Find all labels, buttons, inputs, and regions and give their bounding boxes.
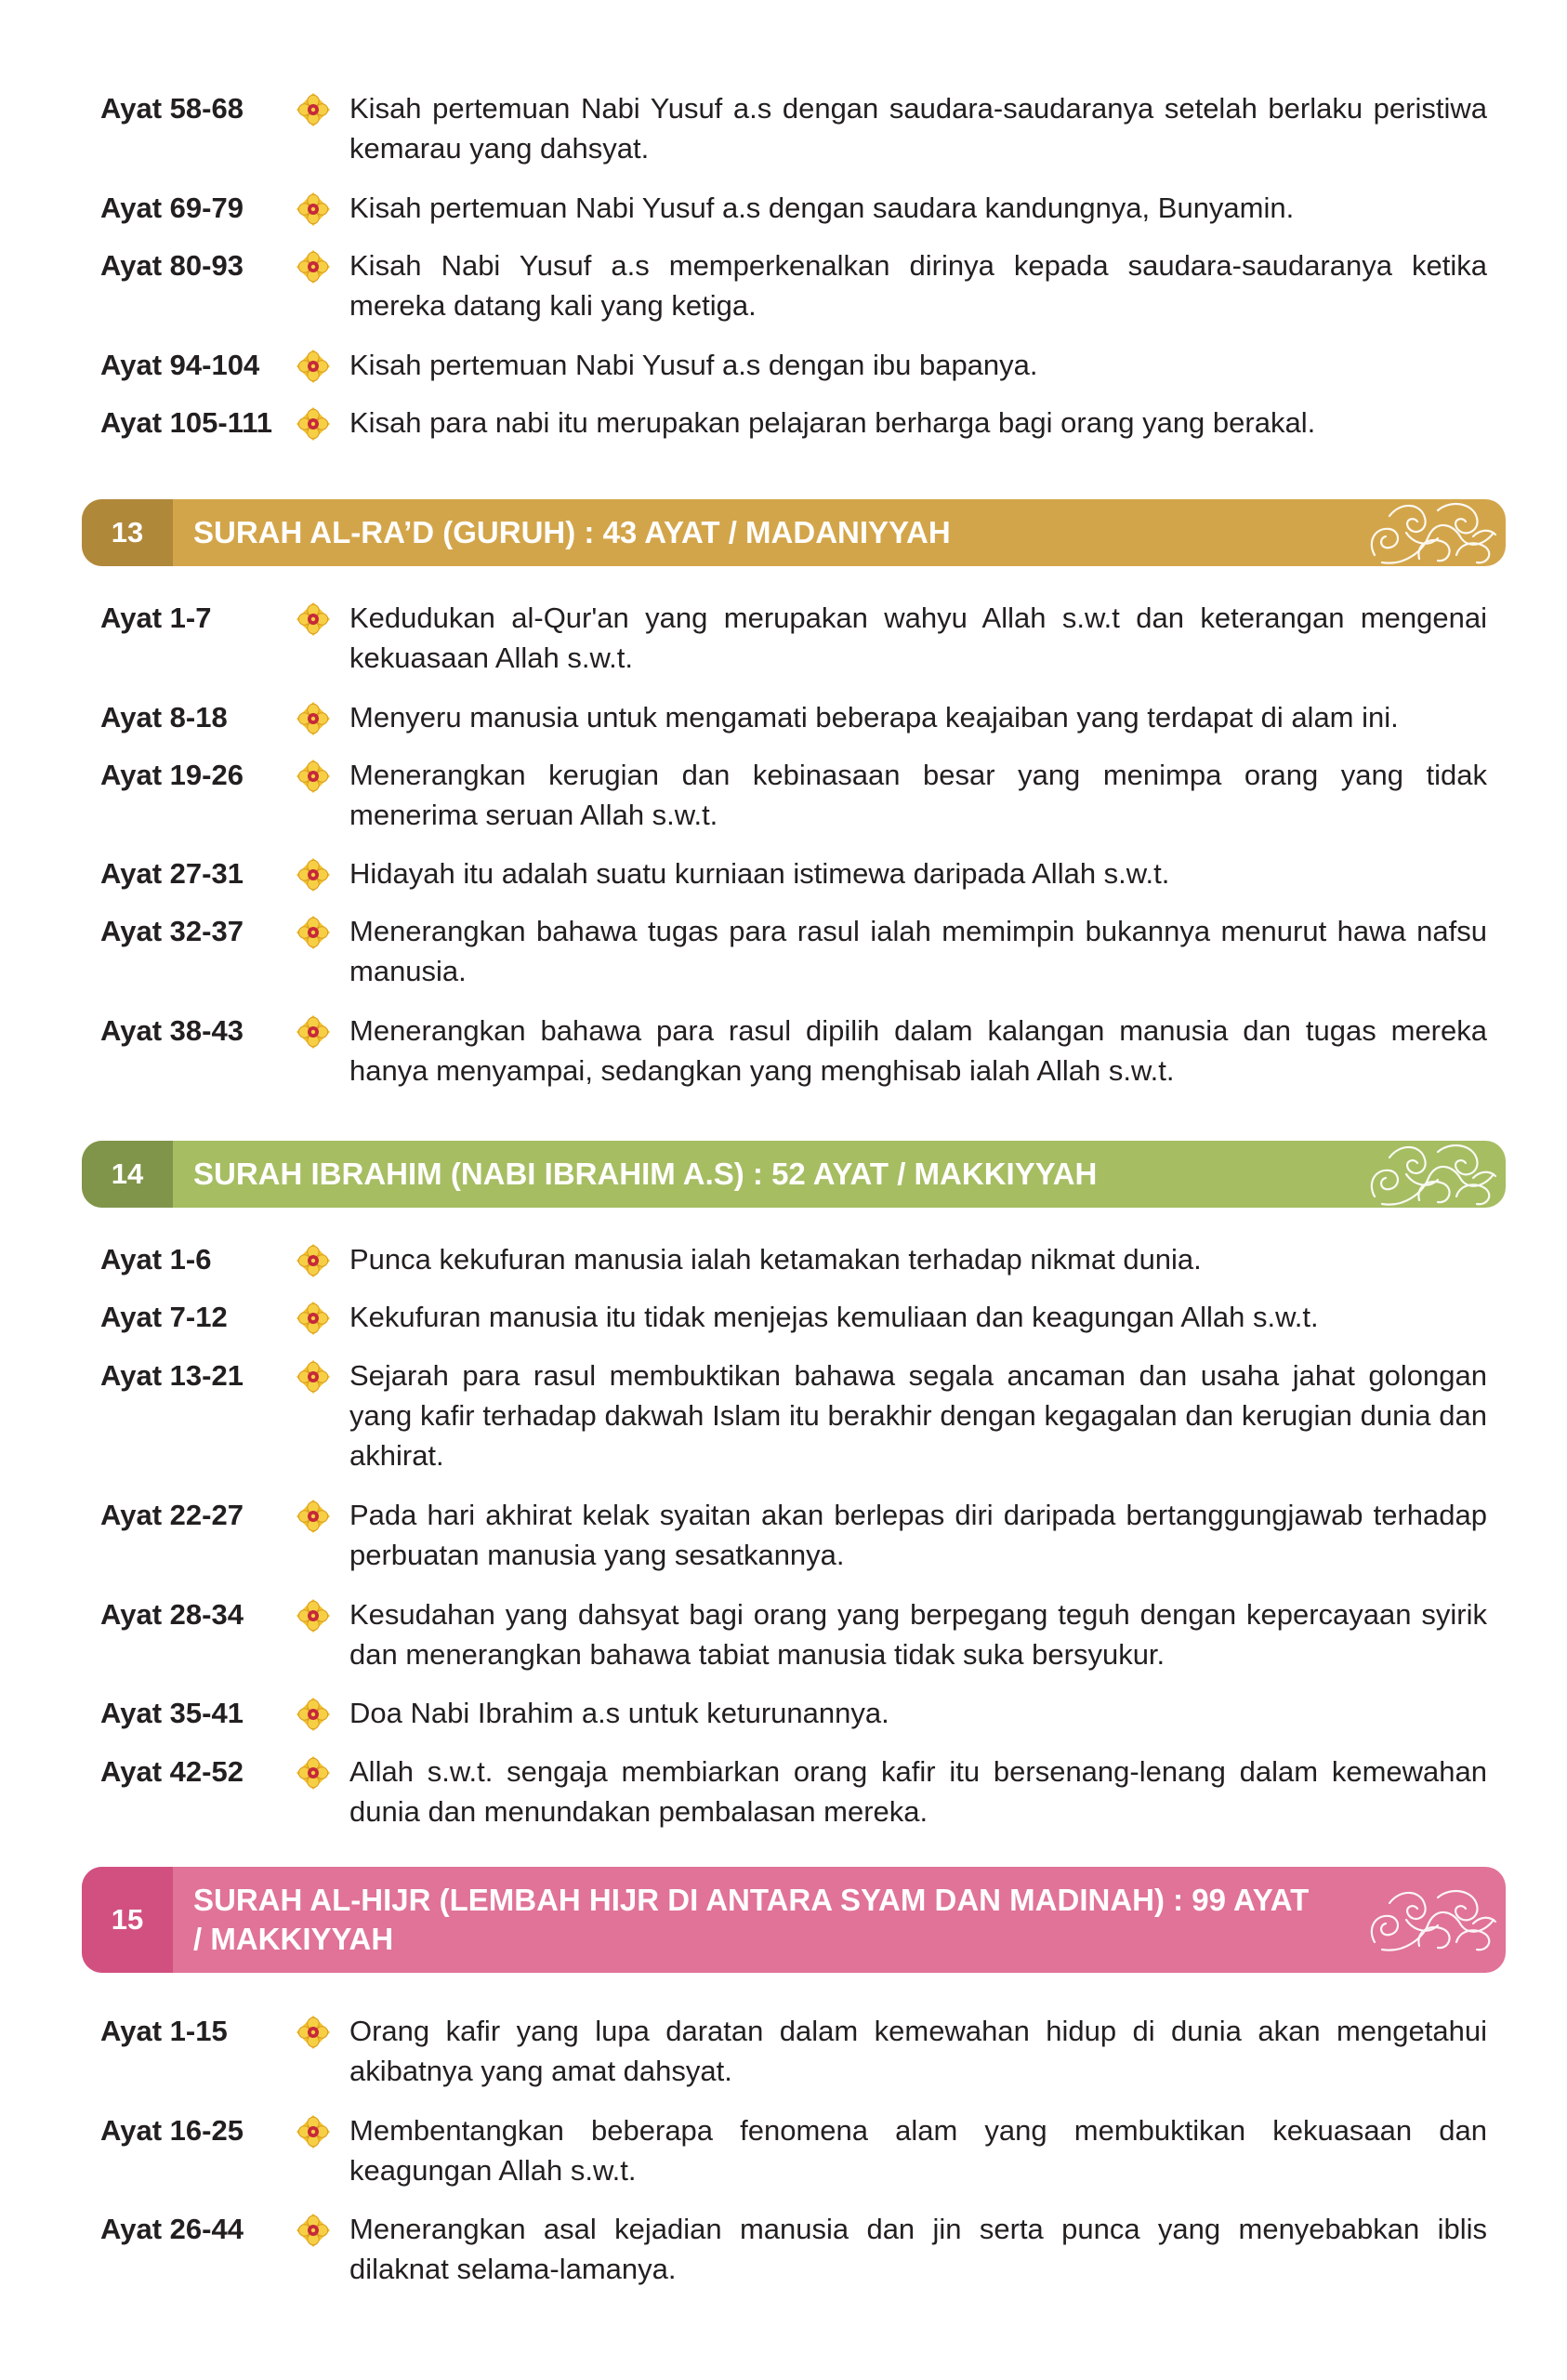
flower-bullet-icon [296, 1500, 330, 1533]
surah-number: 14 [82, 1141, 173, 1208]
flower-bullet-icon [296, 858, 330, 892]
ayat-range: Ayat 27-31 [100, 857, 244, 890]
flower-bullet-icon [296, 1599, 330, 1633]
ayat-description: Pada hari akhirat kelak syaitan akan berlepas diri daripada bertanggungjawab terhadap perbuatan manusia yang sesatkannya. [349, 1499, 1487, 1571]
surah-number: 15 [82, 1867, 173, 1973]
flower-bullet-icon [296, 250, 330, 284]
ayat-range: Ayat 38-43 [100, 1014, 244, 1047]
surah-header-13 [82, 499, 1506, 566]
flower-bullet-icon [296, 192, 330, 226]
arabesque-ornament-icon [1363, 1141, 1498, 1208]
flower-bullet-icon [296, 407, 330, 441]
flower-bullet-icon [296, 1360, 330, 1394]
ayat-description: Punca kekufuran manusia ialah ketamakan terhadap nikmat dunia. [349, 1243, 1202, 1276]
flower-bullet-icon [296, 702, 330, 735]
flower-bullet-icon [296, 1302, 330, 1335]
ayat-range: Ayat 22-27 [100, 1499, 244, 1531]
ayat-range: Ayat 35-41 [100, 1697, 244, 1729]
ayat-description: Kisah pertemuan Nabi Yusuf a.s dengan saudara-saudaranya setelah berlaku peristiwa kemarau yang dahsyat. [349, 92, 1487, 165]
ayat-description: Kesudahan yang dahsyat bagi orang yang berpegang teguh dengan kepercayaan syirik dan menerangkan bahawa tabiat manusia tidak suka bersyukur. [349, 1598, 1487, 1671]
ayat-description: Sejarah para rasul membuktikan bahawa segala ancaman dan usaha jahat golongan yang kafir terhadap dakwah Islam itu berakhir dengan kegagalan dan kerugian dunia dan akhirat. [349, 1359, 1487, 1472]
ayat-description: Kedudukan al-Qur'an yang merupakan wahyu Allah s.w.t dan keterangan mengenai kekuasaan Allah s.w.t. [349, 602, 1487, 674]
ayat-range: Ayat 26-44 [100, 2213, 244, 2245]
flower-bullet-icon [296, 2016, 330, 2049]
ayat-range: Ayat 32-37 [100, 915, 244, 947]
flower-bullet-icon [296, 1698, 330, 1731]
ayat-description: Hidayah itu adalah suatu kurniaan istimewa daripada Allah s.w.t. [349, 857, 1170, 890]
ayat-description: Kisah pertemuan Nabi Yusuf a.s dengan ibu bapanya. [349, 349, 1038, 381]
ayat-range: Ayat 58-68 [100, 92, 244, 125]
ayat-range: Ayat 1-7 [100, 602, 212, 634]
surah-title: SURAH AL-RA’D (GURUH) : 43 AYAT / MADANIYYAH [193, 515, 951, 549]
ayat-description: Kisah Nabi Yusuf a.s memperkenalkan dirinya kepada saudara-saudaranya ketika mereka datang kali yang ketiga. [349, 249, 1487, 322]
flower-bullet-icon [296, 602, 330, 636]
ayat-range: Ayat 8-18 [100, 701, 228, 734]
surah-title: SURAH IBRAHIM (NABI IBRAHIM A.S) : 52 AYAT / MAKKIYYAH [193, 1157, 1098, 1191]
ayat-range: Ayat 1-15 [100, 2015, 228, 2047]
ayat-description: Doa Nabi Ibrahim a.s untuk keturunannya. [349, 1697, 889, 1729]
ayat-description: Membentangkan beberapa fenomena alam yang membuktikan kekuasaan dan keagungan Allah s.w.t. [349, 2114, 1487, 2187]
ayat-range: Ayat 69-79 [100, 192, 244, 224]
flower-bullet-icon [296, 350, 330, 383]
flower-bullet-icon [296, 2115, 330, 2149]
flower-bullet-icon [296, 1244, 330, 1277]
ayat-range: Ayat 80-93 [100, 249, 244, 282]
ayat-range: Ayat 42-52 [100, 1755, 244, 1788]
ayat-description: Kisah pertemuan Nabi Yusuf a.s dengan saudara kandungnya, Bunyamin. [349, 192, 1295, 224]
ayat-range: Ayat 19-26 [100, 759, 244, 791]
ayat-range: Ayat 13-21 [100, 1359, 244, 1392]
ayat-range: Ayat 105-111 [100, 406, 273, 439]
flower-bullet-icon [296, 1756, 330, 1790]
flower-bullet-icon [296, 2214, 330, 2247]
ayat-range: Ayat 7-12 [100, 1301, 228, 1333]
ayat-description: Orang kafir yang lupa daratan dalam kemewahan hidup di dunia akan mengetahui akibatnya yang amat dahsyat. [349, 2015, 1487, 2087]
flower-bullet-icon [296, 916, 330, 949]
ayat-range: Ayat 16-25 [100, 2114, 244, 2147]
ayat-description: Menyeru manusia untuk mengamati beberapa keajaiban yang terdapat di alam ini. [349, 701, 1399, 734]
ayat-description: Allah s.w.t. sengaja membiarkan orang kafir itu bersenang-lenang dalam kemewahan dunia dan menundakan pembalasan mereka. [349, 1755, 1487, 1828]
surah-header-15 [82, 1867, 1506, 1973]
flower-bullet-icon [296, 760, 330, 793]
ayat-description: Menerangkan asal kejadian manusia dan jin serta punca yang menyebabkan iblis dilaknat selama-lamanya. [349, 2213, 1487, 2285]
flower-bullet-icon [296, 93, 330, 126]
ayat-range: Ayat 94-104 [100, 349, 260, 381]
surah-number: 13 [82, 499, 173, 566]
ayat-description: Kekufuran manusia itu tidak menjejas kemuliaan dan keagungan Allah s.w.t. [349, 1301, 1319, 1333]
ayat-description: Kisah para nabi itu merupakan pelajaran berharga bagi orang yang berakal. [349, 406, 1316, 439]
arabesque-ornament-icon [1363, 1871, 1498, 1968]
ayat-range: Ayat 1-6 [100, 1243, 212, 1276]
ayat-description: Menerangkan bahawa tugas para rasul ialah memimpin bukannya menurut hawa nafsu manusia. [349, 915, 1487, 987]
surah-header-14 [82, 1141, 1506, 1208]
ayat-description: Menerangkan kerugian dan kebinasaan besar yang menimpa orang yang tidak menerima seruan Allah s.w.t. [349, 759, 1487, 831]
ayat-description: Menerangkan bahawa para rasul dipilih dalam kalangan manusia dan tugas mereka hanya menyampai, sedangkan yang menghisab ialah Allah s.w.t. [349, 1014, 1487, 1087]
arabesque-ornament-icon [1363, 499, 1498, 566]
ayat-range: Ayat 28-34 [100, 1598, 244, 1631]
surah-title: SURAH AL-HIJR (LEMBAH HIJR DI ANTARA SYAM DAN MADINAH) : 99 AYAT / MAKKIYYAH [193, 1883, 1310, 1956]
flower-bullet-icon [296, 1015, 330, 1049]
